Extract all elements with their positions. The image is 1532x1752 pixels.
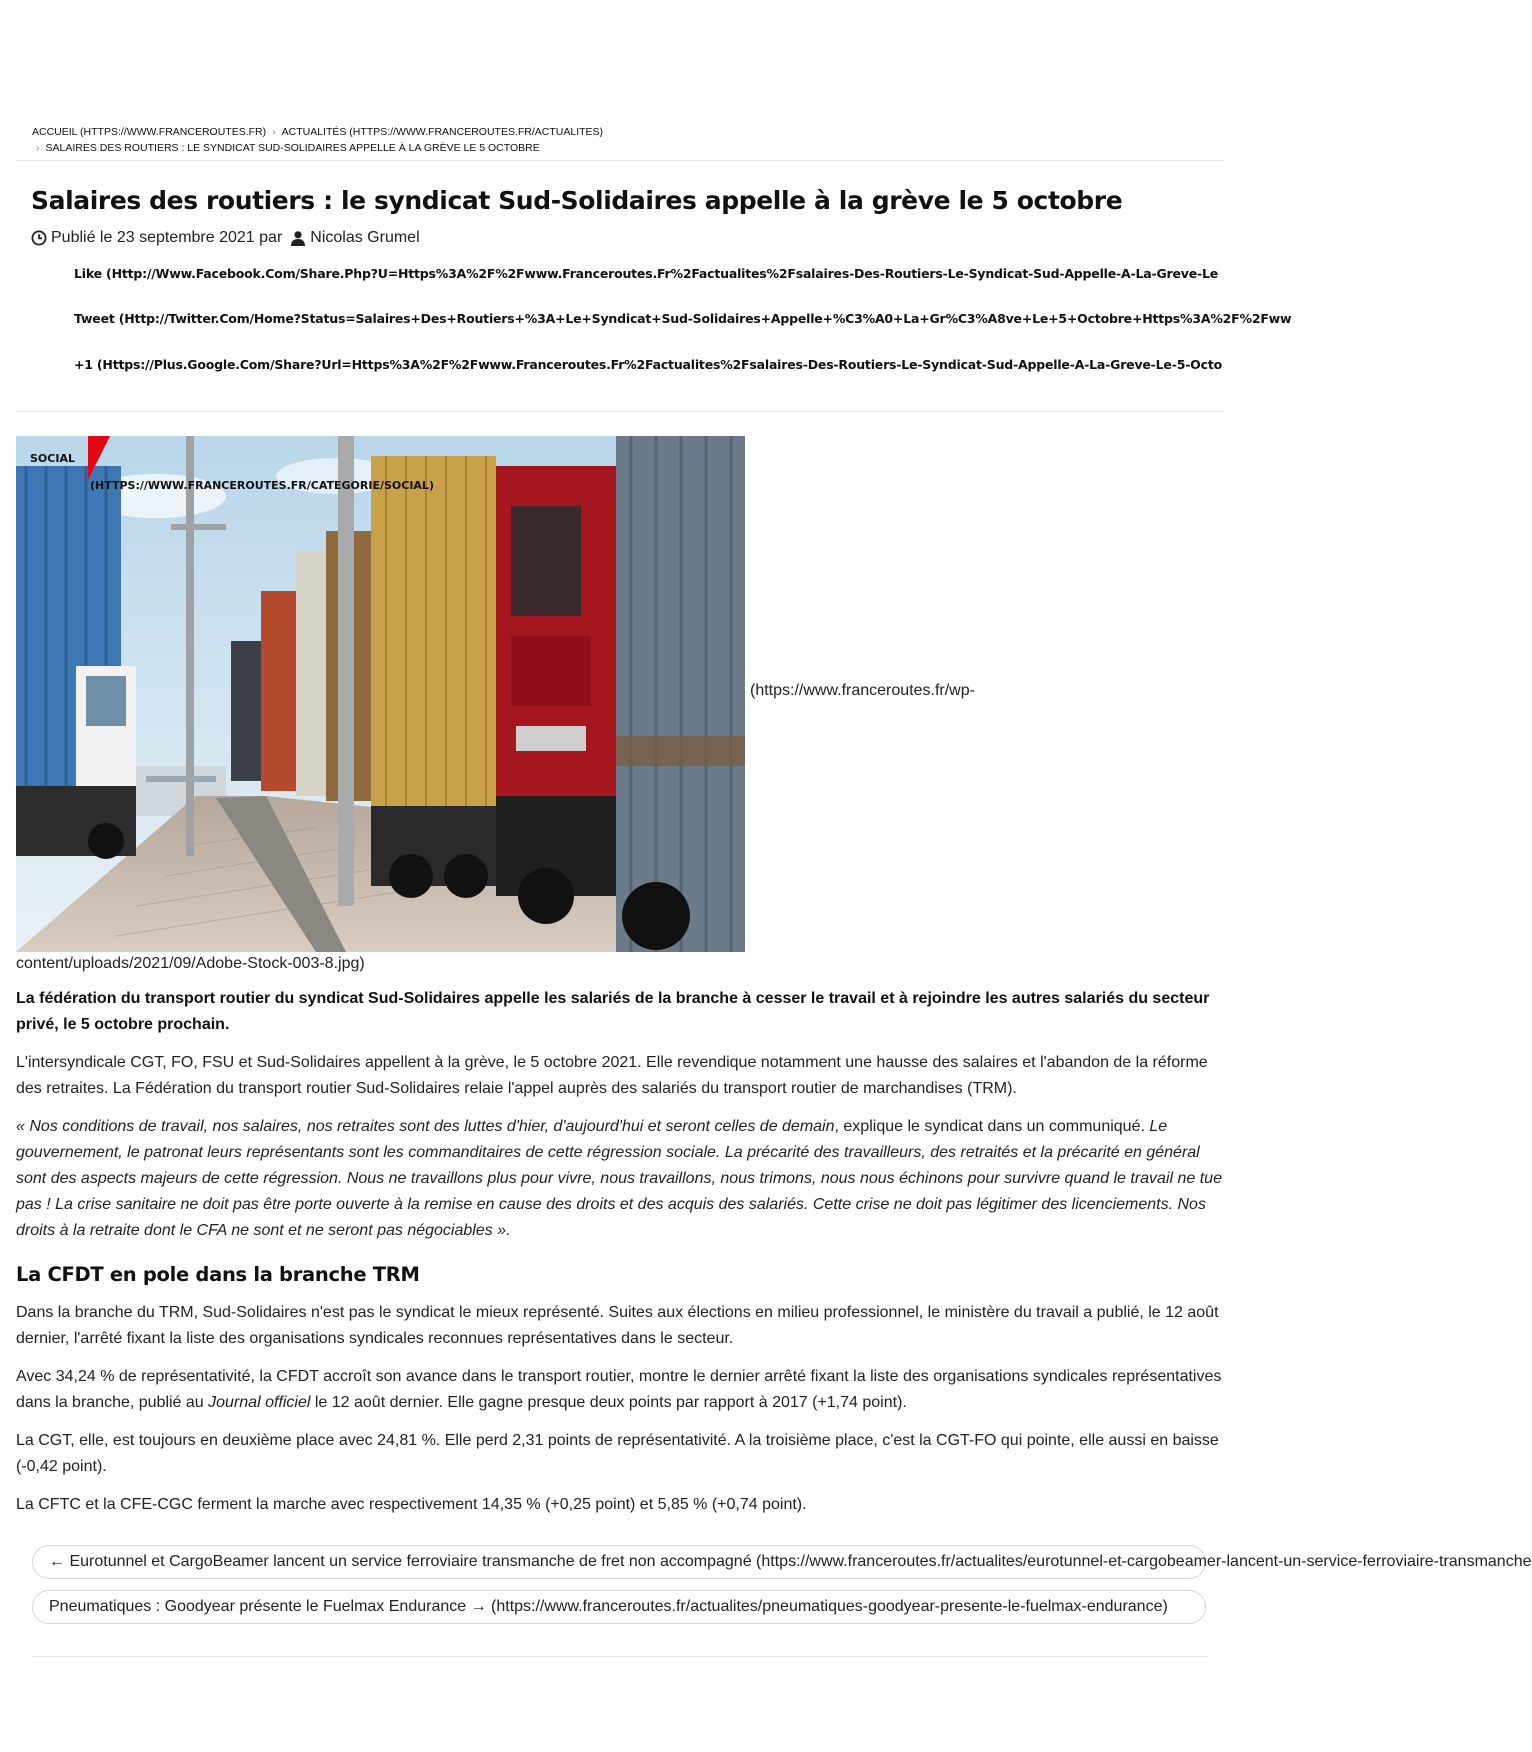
breadcrumb-home[interactable]: ACCUEIL (HTTPS://WWW.FRANCEROUTES.FR) [32,126,267,138]
next-article-link[interactable]: Pneumatiques : Goodyear présente le Fuelmax Endurance → (https://www.franceroutes.fr/actualites/pneumatiques-goodyear-presente-le-fuelmax-endurance) [32,1590,1206,1624]
author-link[interactable]: Nicolas Grumel [310,229,420,246]
footer-divider [32,1656,1208,1657]
section-heading: La CFDT en pole dans la branche TRM [16,1263,420,1286]
quote-attribution: , explique le syndicat dans un communiqué. [834,1118,1150,1135]
article-body [16,986,1222,1530]
quote-paragraph [16,1114,1222,1244]
breadcrumb-section[interactable]: ACTUALITÉS (HTTPS://WWW.FRANCEROUTES.FR/ACTUALITES) [281,126,604,138]
breadcrumb-separator: › [272,126,276,138]
clock-icon [31,229,47,247]
breadcrumb-divider [16,160,1224,161]
article-meta [31,229,420,247]
user-icon [290,229,306,247]
article-lead: La fédération du transport routier du syndicat Sud-Solidaires appelle les salariés de la branche à cesser le travail et à rejoindre les autres salariés du secteur privé, le 5 octobre prochain. [16,990,1210,1033]
google-plus-link[interactable]: +1 (Https://Plus.Google.Com/Share?Url=Https%3A%2F%2Fwww.Franceroutes.Fr%2Factualites%2Fsalaires-Des-Routiers-Le-Syndicat-Sud-Appelle-A-La-Greve-Le-5-Octo [74,357,1222,372]
category-flag-icon [88,436,110,485]
paragraph: Dans la branche du TRM, Sud-Solidaires n'est pas le syndicat le mieux représenté. Suites aux élections en milieu professionnel, le ministère du travail a publié, le 12 août dernier, l'arrêté fixant la liste des organisations syndicales reconnues représentatives dans le secteur. [16,1304,1219,1347]
journal-title: Journal officiel [208,1394,311,1411]
image-link[interactable]: (https://www.franceroutes.fr/wp- [750,682,975,699]
quote-text-continued: Le gouvernement, le patronat leurs représentants sont les commanditaires de cette régression sociale. La précarité des travailleurs, des retraités et la précarité en général sont des aspects majeurs de cette régression. Nous ne travaillons plus pour vivre, nous travaillons, nous trimons, nous nous échinons pour survivre quand le travail ne tue pas ! La crise sanitaire ne doit pas être porte ouverte à la remise en cause des droits et des acquis des salariés. Cette crise ne doit pas légitimer des licenciements. Nos droits à la retraite dont le CFA ne sont et ne seront pas négociables ». [16,1118,1222,1239]
category-tag[interactable]: SOCIAL [30,452,75,465]
image-link-continued[interactable]: content/uploads/2021/09/Adobe-Stock-003-8.jpg) [16,955,365,972]
paragraph: La CFTC et la CFE-CGC ferment la marche avec respectivement 14,35 % (+0,25 point) et 5,85 % (+0,74 point). [16,1496,807,1513]
paragraph-text: Avec 34,24 % de représentativité, la CFDT accroît son avance dans le transport routier, montre le dernier arrêté fixant la liste des organisations syndicales représentatives dans la branche, publié au [16,1368,1222,1411]
breadcrumb [32,124,1212,156]
quote-text: « Nos conditions de travail, nos salaires, nos retraites sont des luttes d'hier, d'aujourd'hui et seront celles de demain [16,1118,835,1135]
category-link[interactable]: (HTTPS://WWW.FRANCEROUTES.FR/CATEGORIE/SOCIAL) [90,479,434,492]
paragraph: La CGT, elle, est toujours en deuxième place avec 24,81 %. Elle perd 2,31 points de représentativité. A la troisième place, c'est la CGT-FO qui pointe, elle aussi en baisse (-0,42 point). [16,1432,1219,1475]
paragraph-text: le 12 août dernier. Elle gagne presque deux points par rapport à 2017 (+1,74 point). [310,1394,907,1411]
published-date: Publié le 23 septembre 2021 par [51,229,283,246]
facebook-like-link[interactable]: Like (Http://Www.Facebook.Com/Share.Php?U=Https%3A%2F%2Fwww.Franceroutes.Fr%2Factualites%2Fsalaires-Des-Routiers-Le-Syndicat-Sud-Appelle-A-La-Greve-Le [74,266,1219,281]
tweet-link[interactable]: Tweet (Http://Twitter.Com/Home?Status=Salaires+Des+Routiers+%3A+Le+Syndicat+Sud-Solidaires+Appelle+%C3%A0+La+Gr%C3%A8ve+Le+5+Octobre+Https%3A%2F%2Fww [74,311,1292,326]
share-divider [16,411,1224,412]
paragraph: L'intersyndicale CGT, FO, FSU et Sud-Solidaires appellent à la grève, le 5 octobre 2021. Elle revendique notamment une hausse des salaires et l'abandon de la réforme des retraites. La Fédération du transport routier Sud-Solidaires relaie l'appel auprès des salariés du transport routier de marchandises (TRM). [16,1054,1208,1097]
article-image[interactable] [16,436,745,952]
paragraph [16,1364,1222,1416]
previous-article-link[interactable]: ← Eurotunnel et CargoBeamer lancent un service ferroviaire transmanche de fret non accompagné (https://www.franceroutes.fr/actualites/eurotunnel-et-cargobeamer-lancent-un-service-ferroviaire-transmanche [32,1545,1206,1579]
breadcrumb-separator: › [36,142,40,154]
page-title: Salaires des routiers : le syndicat Sud-Solidaires appelle à la grève le 5 octobre [31,186,1123,215]
breadcrumb-current: SALAIRES DES ROUTIERS : LE SYNDICAT SUD-SOLIDAIRES APPELLE À LA GRÈVE LE 5 OCTOBRE [45,142,540,154]
